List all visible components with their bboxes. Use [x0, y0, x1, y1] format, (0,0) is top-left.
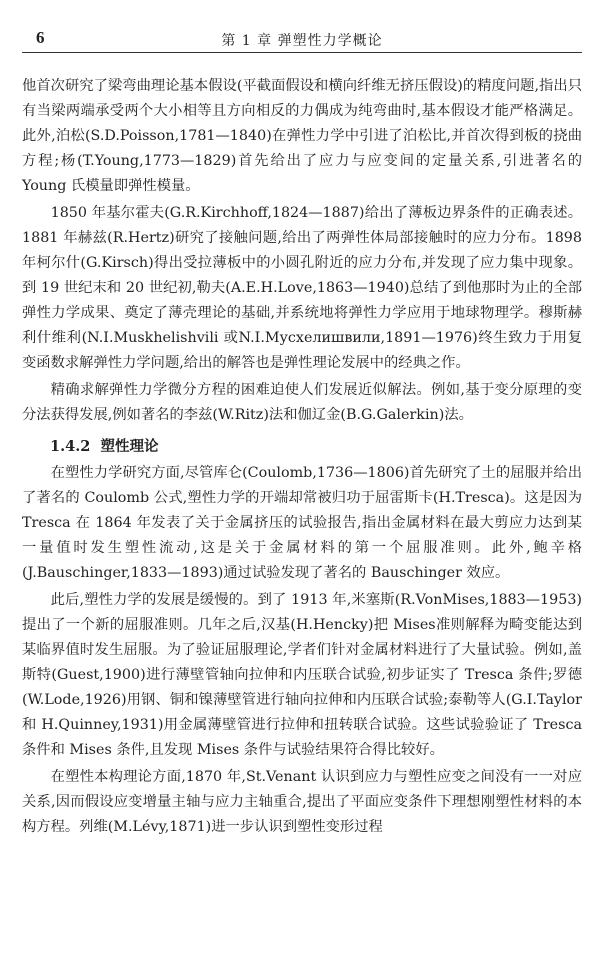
page-number: 6 [36, 28, 45, 47]
paragraph: 精确求解弹性力学微分方程的困难迫使人们发展近似解法。例如,基于变分原理的变分法获得发展,例如著名的李兹(W.Ritz)法和伽辽金(B.G.Galerkin)法。 [22, 382, 582, 423]
section-title: 塑性理论 [100, 438, 159, 455]
running-title: 第 1 章 弹塑性力学概论 [221, 33, 383, 49]
paragraph: 此后,塑性力学的发展是缓慢的。到了 1913 年,米塞斯(R.VonMises,1883—1953)提出了一个新的屈服准则。几年之后,汉基(H.Hencky)把 Mises准则解释为畸变能达到某临界值时发生屈服。为了验证屈服理论,学者们针对金属材料进行了大量试验。例如,盖斯特(Guest,1900)进行薄壁管轴向拉伸和内压联合试验,初步证实了 Tresca 条件;罗德(W.Lode,1926)用钢、铜和镍薄壁管进行轴向拉伸和内压联合试验;泰勒等人(G.I.Taylor 和 H.Quinney,1931)用金属薄壁管进行拉伸和扭转联合试验。这些试验验证了 Tresca 条件和 Mises 条件,且发现 Mises 条件与试验结果符合得比较好。 [22, 592, 582, 758]
paragraph: 在塑性力学研究方面,尽管库仑(Coulomb,1736—1806)首先研究了土的屈服并给出了著名的 Coulomb 公式,塑性力学的开端却常被归功于屈雷斯卡(H.Tresca)。这是因为 Tresca 在 1864 年发表了关于金属挤压的试验报告,指出金属材料在最大剪应力达到某一量值时发生塑性流动,这是关于金属材料的第一个屈服准则。此外,鲍辛格(J.Bauschinger,1833—1893)通过试验发现了著名的 Bauschinger 效应。 [22, 465, 582, 581]
paragraph: 他首次研究了梁弯曲理论基本假设(平截面假设和横向纤维无挤压假设)的精度问题,指出只有当梁两端承受两个大小相等且方向相反的力偶成为纯弯曲时,基本假设才能严格满足。此外,泊松(S.D.Poisson,1781—1840)在弹性力学中引进了泊松比,并首次得到板的挠曲方程;杨(T.Young,1773—1829)首先给出了应力与应变间的定量关系,引进著名的 Young 氏模量即弹性模量。 [22, 78, 582, 194]
section-heading [22, 434, 582, 459]
page-header [22, 28, 582, 53]
paragraph: 1850 年基尔霍夫(G.R.Kirchhoff,1824—1887)给出了薄板边界条件的正确表述。1881 年赫兹(R.Hertz)研究了接触问题,给出了两弹性体局部接触时的应力分布。1898 年柯尔什(G.Kirsch)得出受拉薄板中的小圆孔附近的应力分布,并发现了应力集中现象。到 19 世纪末和 20 世纪初,勒夫(A.E.H.Love,1863—1940)总结了到他那时为止的全部弹性力学成果、奠定了薄壳理论的基础,并系统地将弹性力学应用于地球物理学。穆斯赫利什维利(N.I.Muskhelishvili 或N.I.Мусхелишвили,1891—1976)终生致力于用复变函数求解弹性力学问题,给出的解答也是弹性理论发展中的经典之作。 [22, 205, 582, 371]
section-number: 1.4.2 [50, 438, 91, 455]
paragraph: 在塑性本构理论方面,1870 年,St.Venant 认识到应力与塑性应变之间没有一一对应关系,因而假设应变增量主轴与应力主轴重合,提出了平面应变条件下理想刚塑性材料的本构方程。列维(M.Lévy,1871)进一步认识到塑性变形过程 [22, 769, 582, 835]
page-body [22, 74, 582, 842]
